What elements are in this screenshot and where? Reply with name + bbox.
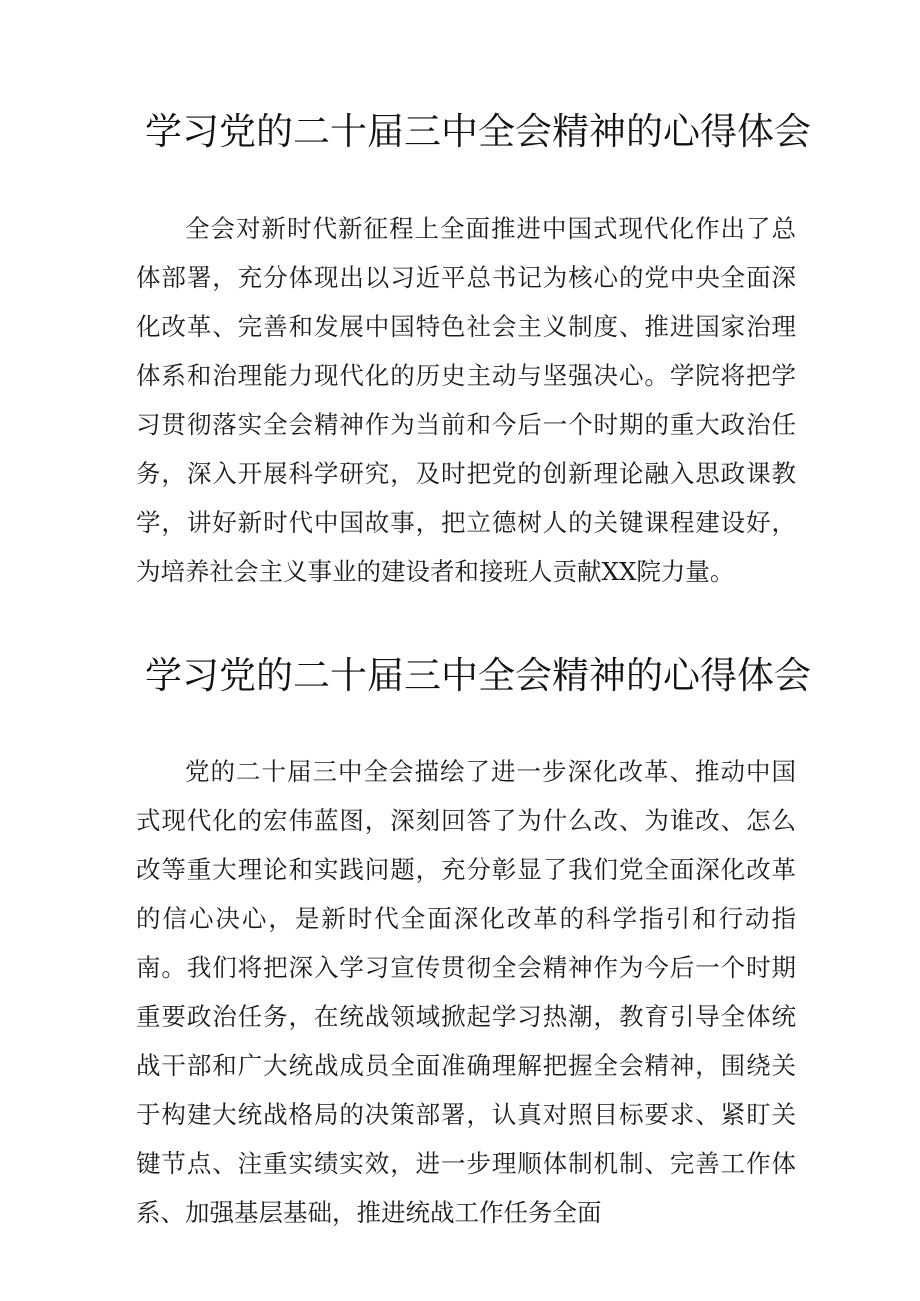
- section-2-title: 学习党的二十届三中全会精神的心得体会: [145, 654, 811, 697]
- section-1-body: 全会对新时代新征程上全面推进中国式现代化作出了总体部署，充分体现出以习近平总书记为核心的党中央全面深化改革、完善和发展中国特色社会主义制度、推进国家治理体系和治理能力现代化的历史主动与坚强决心。学院将把学习贯彻落实全会精神作为当前和今后一个时期的重大政治任务，深入开展科学研究，及时把党的创新理论融入思政课教学，讲好新时代中国故事，把立德树人的关键课程建设好，为培养社会主义事业的建设者和接班人贡献XX院力量。: [136, 214, 796, 586]
- section-1-title: 学习党的二十届三中全会精神的心得体会: [145, 110, 811, 153]
- section-2-body: 党的二十届三中全会描绘了进一步深化改革、推动中国式现代化的宏伟蓝图，深刻回答了为什么改、为谁改、怎么改等重大理论和实践问题，充分彰显了我们党全面深化改革的信心决心，是新时代全面深化改革的科学指引和行动指南。我们将把深入学习宣传贯彻全会精神作为今后一个时期重要政治任务，在统战领域掀起学习热潮，教育引导全体统战干部和广大统战成员全面准确理解把握全会精神，围绕关于构建大统战格局的决策部署，认真对照目标要求、紧盯关键节点、注重实绩实效，进一步理顺体制机制、完善工作体系、加强基层基础，推进统战工作任务全面: [136, 757, 796, 1227]
